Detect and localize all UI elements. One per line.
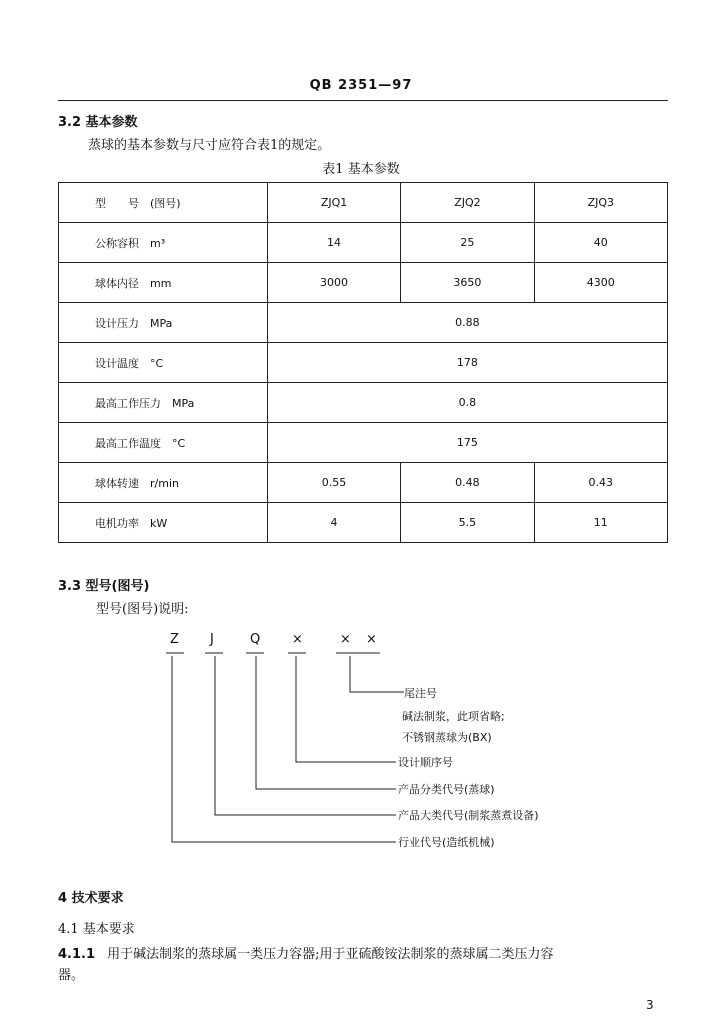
label-industry: 行业代号(造纸机械) (398, 836, 495, 849)
row-label: 球体转速 r/min (59, 463, 268, 503)
table-cell: 0.55 (267, 463, 400, 503)
page-number: 3 (646, 998, 654, 1012)
section-4-1-1-paragraph (58, 943, 554, 962)
header-cell-model: 型 号 (图号) (59, 183, 268, 223)
item-text: 用于碱法制浆的蒸球属一类压力容器;用于亚硫酸铵法制浆的蒸球属二类压力容 (107, 947, 554, 962)
row-label: 最高工作压力 MPa (59, 383, 268, 423)
row-label: 设计压力 MPa (59, 303, 268, 343)
section-4-heading: 4 技术要求 (58, 891, 124, 906)
row-label: 球体内径 mm (59, 263, 268, 303)
section-3-2-heading: 3.2 基本参数 (58, 115, 138, 130)
label-product-class: 产品分类代号(蒸球) (398, 783, 495, 796)
table-cell-merged: 0.88 (267, 303, 667, 343)
header-cell-zjq1: ZJQ1 (267, 183, 400, 223)
section-3-2-text: 蒸球的基本参数与尺寸应符合表1的规定。 (88, 138, 331, 153)
table-cell: 0.48 (401, 463, 534, 503)
table-cell: 5.5 (401, 503, 534, 543)
code-letter-q: Q (250, 632, 261, 647)
table-cell: 0.43 (534, 463, 667, 503)
row-label: 公称容积 m³ (59, 223, 268, 263)
table-cell-merged: 175 (267, 423, 667, 463)
table-cell-merged: 178 (267, 343, 667, 383)
label-design-seq: 设计顺序号 (398, 756, 453, 769)
table-cell: 4 (267, 503, 400, 543)
item-number: 4.1.1 (58, 947, 96, 962)
item-text-continued: 器。 (58, 968, 85, 983)
header-cell-zjq3: ZJQ3 (534, 183, 667, 223)
table-cell-merged: 0.8 (267, 383, 667, 423)
table-cell: 25 (401, 223, 534, 263)
table-cell: 3650 (401, 263, 534, 303)
header-cell-zjq2: ZJQ2 (401, 183, 534, 223)
row-label: 电机功率 kW (59, 503, 268, 543)
table-cell: 40 (534, 223, 667, 263)
label-product-category: 产品大类代号(制浆蒸煮设备) (398, 809, 539, 822)
label-suffix: 尾注号 (404, 687, 437, 700)
code-letter-z: Z (170, 632, 179, 647)
document-code: QB 2351—97 (309, 78, 413, 93)
section-3-3-text: 型号(图号)说明: (96, 602, 189, 617)
code-letter-x3: × (366, 632, 377, 647)
table-cell: 11 (534, 503, 667, 543)
row-label: 最高工作温度 °C (59, 423, 268, 463)
table-cell: 3000 (267, 263, 400, 303)
label-suffix-note2: 不锈钢蒸球为(BX) (402, 731, 492, 744)
code-letter-x1: × (292, 632, 303, 647)
section-3-3-heading: 3.3 型号(图号) (58, 579, 150, 594)
row-label: 设计温度 °C (59, 343, 268, 383)
table-cell: 14 (267, 223, 400, 263)
table-cell: 4300 (534, 263, 667, 303)
code-letter-j: J (210, 632, 214, 647)
label-suffix-note1: 碱法制浆，此项省略; (402, 710, 505, 723)
section-4-1-heading: 4.1 基本要求 (58, 922, 135, 937)
code-letter-x2: × (340, 632, 351, 647)
table-caption: 表1 基本参数 (322, 162, 400, 177)
